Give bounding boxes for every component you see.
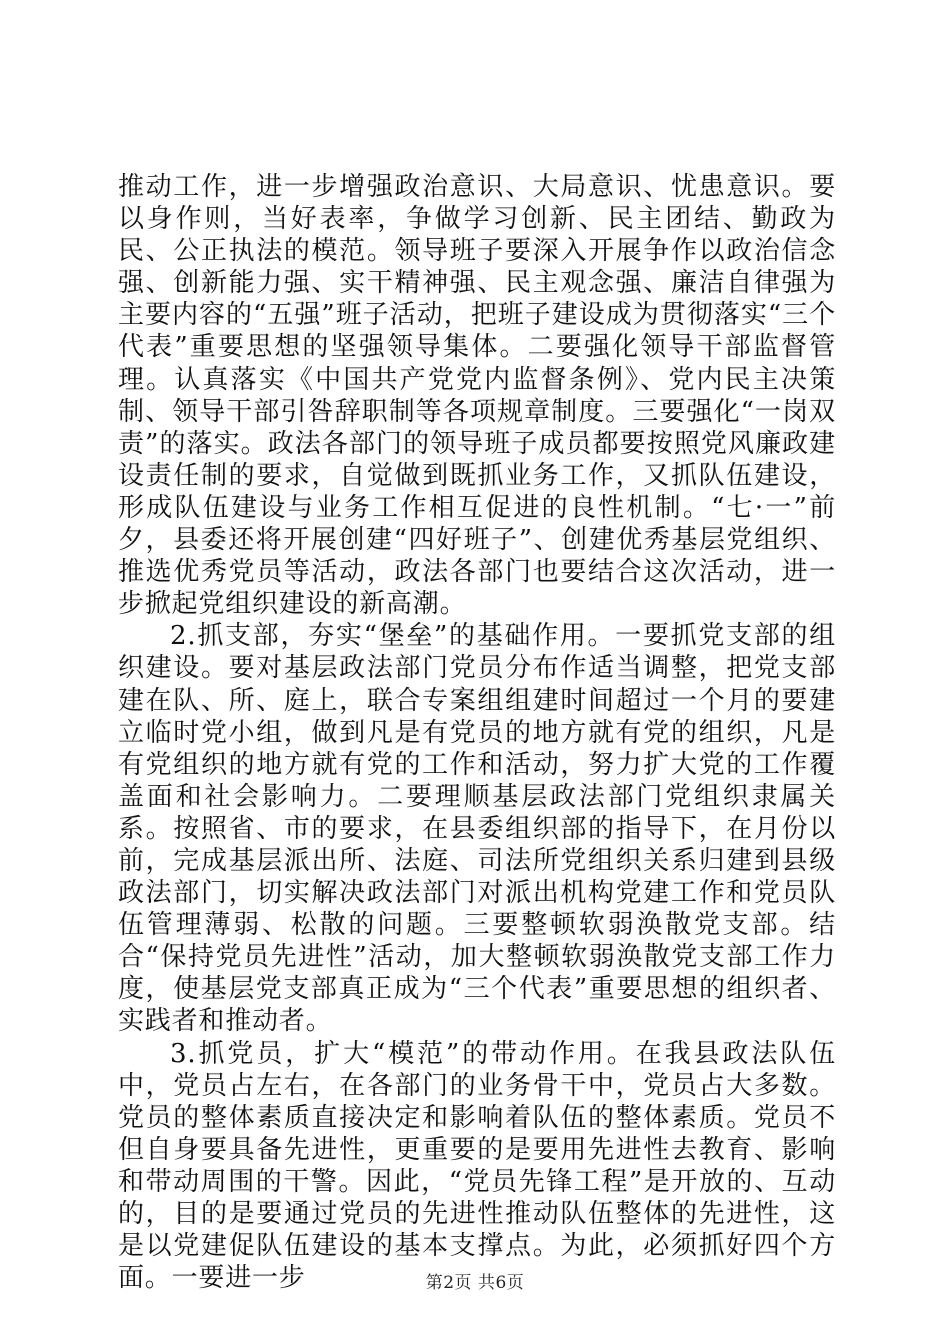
paragraph-section-2: 2.抓支部，夯实“堡垒”的基础作用。一要抓党支部的组织建设。要对基层政法部门党员分布作适当调整，把党支部建在队、所、庭上，联合专案组组建时间超过一个月的要建立临时党小组，做到凡是有党员的地方就有党的组织，凡是有党组织的地方就有党的工作和活动，努力扩大党的工作覆盖面和社会影响力。二要理顺基层政法部门党组织隶属关系。按照省、市的要求，在县委组织部的指导下，在月份以前，完成基层派出所、法庭、司法所党组织关系归建到县级政法部门，切实解决政法部门对派出机构党建工作和党员队伍管理薄弱、松散的问题。三要整顿软弱涣散党支部。结合“保持党员先进性”活动，加大整顿软弱涣散党支部工作力度，使基层党支部真正成为“三个代表”重要思想的组织者、实践者和推动者。 <box>118 621 836 1037</box>
paragraph-continuation: 推动工作，进一步增强政治意识、大局意识、忧患意识。要以身作则，当好表率，争做学习创新、民主团结、勤政为民、公正执法的模范。领导班子要深入开展争作以政治信念强、创新能力强、实干精神强、民主观念强、廉洁自律强为主要内容的“五强”班子活动，把班子建设成为贯彻落实“三个代表”重要思想的坚强领导集体。二要强化领导干部监督管理。认真落实《中国共产党党内监督条例》、党内民主决策制、领导干部引咎辞职制等各项规章制度。三要强化“一岗双责”的落实。政法各部门的领导班子成员都要按照党风廉政建设责任制的要求，自觉做到既抓业务工作，又抓队伍建设，形成队伍建设与业务工作相互促进的良性机制。“七·一”前夕，县委还将开展创建“四好班子”、创建优秀基层党组织、推选优秀党员等活动，政法各部门也要结合这次活动，进一步掀起党组织建设的新高潮。 <box>118 172 836 620</box>
page-footer: 第2页 共6页 <box>425 1273 525 1293</box>
paragraph-section-3: 3.抓党员，扩大“模范”的带动作用。在我县政法队伍中，党员占左右，在各部门的业务骨干中，党员占大多数。党员的整体素质直接决定和影响着队伍的整体素质。党员不但自身要具备先进性，更重要的是要用先进性去教育、影响和带动周围的干警。因此，“党员先锋工程”是开放的、互动的，目的是要通过党员的先进性推动队伍整体的先进性，这是以党建促队伍建设的基本支撑点。为此，必须抓好四个方面。一要进一步 <box>118 1038 836 1294</box>
document-body <box>118 171 836 1294</box>
